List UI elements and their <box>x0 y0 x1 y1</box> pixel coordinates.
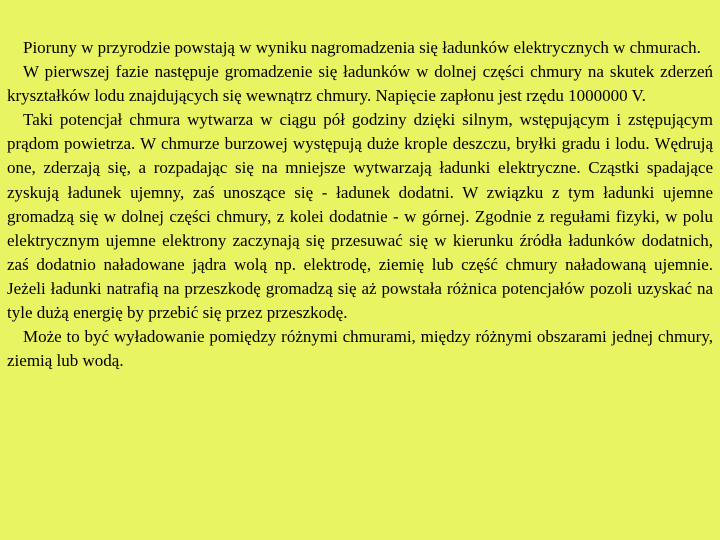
paragraph-lightning-origin: Pioruny w przyrodzie powstają w wyniku nagromadzenia się ładunków elektrycznych w chmurach. <box>23 38 701 57</box>
paragraph-charge-separation: Taki potencjał chmura wytwarza w ciągu pół godziny dzięki silnym, wstępującym i zstępującym prądom powietrza. W chmurze burzowej występują duże krople deszczu, bryłki gradu i lodu. Wędrują one, zderzają się, a rozpadając się na mniejsze wytwarzają ładunki elektryczne. Cząstki spadające zyskują ładunek ujemny, zaś unoszące się - ładunek dodatni. W związku z tym ładunki ujemne gromadzą się w dolnej części chmury, z kolei dodatnie - w górnej. Zgodnie z regułami fizyki, w polu elektrycznym ujemne elektrony zaczynają się przesuwać się w kierunku źródła ładunków dodatnich, zaś dodatnio naładowane jądra wolą np. elektrodę, ziemię lub część chmury naładowaną ujemnie. Jeżeli ładunki natrafią na przeszkodę gromadzą się aż powstała różnica potencjałów pozoli uzyskać na tyle dużą energię by przebić się przez przeszkodę. <box>7 110 713 323</box>
paragraph-discharge-types: Może to być wyładowanie pomiędzy różnymi chmurami, między różnymi obszarami jednej chmury, ziemią lub wodą. <box>7 327 713 371</box>
paragraph-first-phase: W pierwszej fazie następuje gromadzenie się ładunków w dolnej części chmury na skutek zderzeń kryształków lodu znajdujących się wewnątrz chmury. Napięcie zapłonu jest rzędu 1000000 V. <box>7 62 713 106</box>
slide-text-body <box>7 36 713 373</box>
